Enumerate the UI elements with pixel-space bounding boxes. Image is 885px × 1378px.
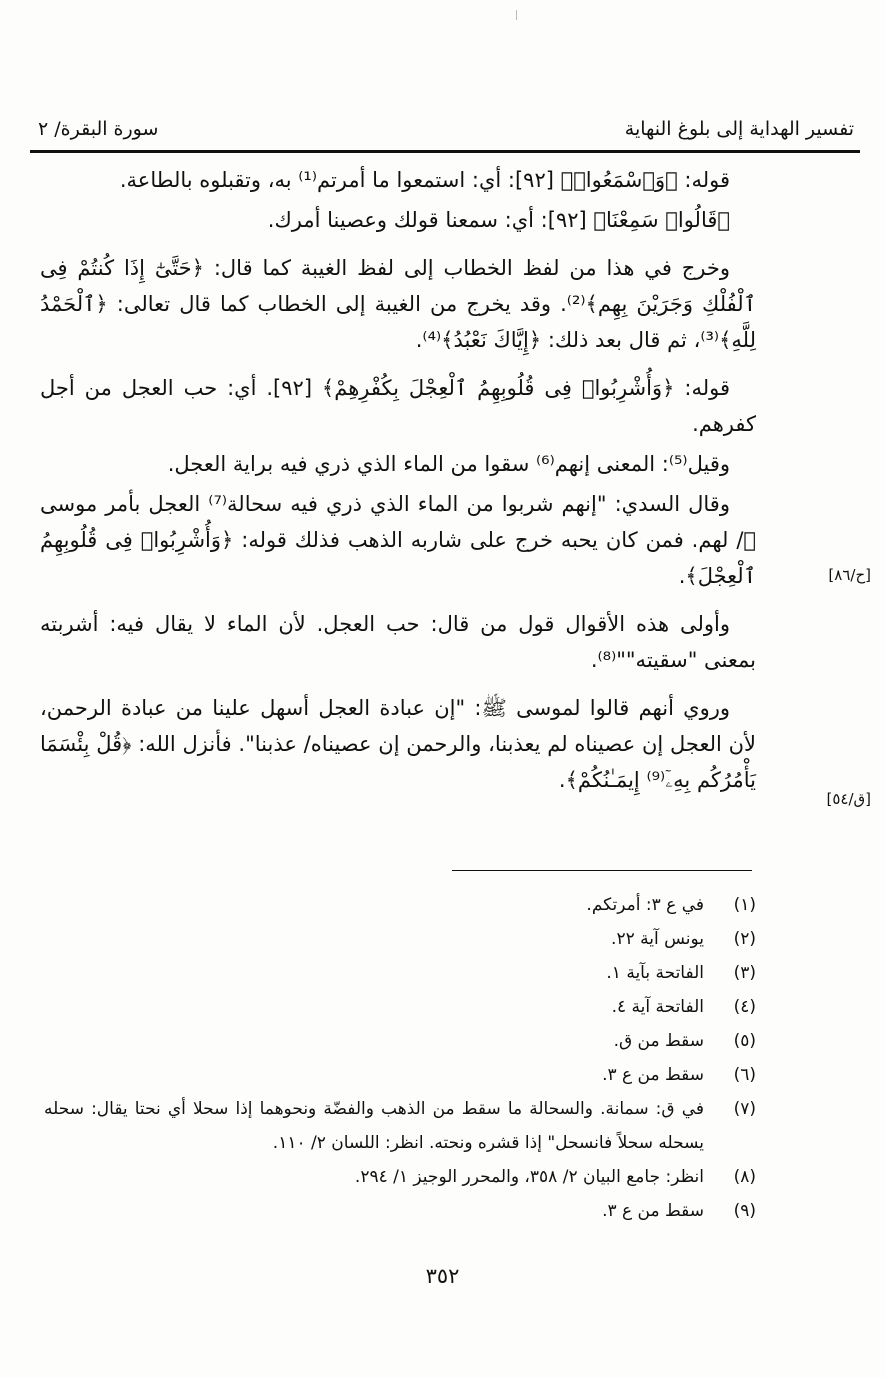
footnote-number: (٨) (733, 1167, 756, 1187)
footnote-text: سقط من ع ٣. (602, 1201, 704, 1221)
scan-mark (516, 10, 525, 20)
footnote-number: (٣) (733, 963, 756, 983)
footnote (44, 1194, 756, 1228)
footnote-text: الفاتحة آية ٤. (611, 997, 704, 1017)
footnote-number: (١) (733, 895, 756, 915)
footnote (44, 1160, 756, 1194)
paragraph-3: وخرج في هذا من لفظ الخطاب إلى لفظ الغيبة كما قال: ﴿حَتَّىٰٓ إِذَا كُنتُمْ فِى ٱلْفُلْكِ وَجَرَيْنَ بِهِم﴾⁽²⁾. وقد يخرج من الغيبة إلى الخطاب كما قال تعالى: ﴿ٱلْحَمْدُ لِلَّهِ﴾⁽³⁾، ثم قال بعد ذلك: ﴿إِيَّاكَ نَعْبُدُ﴾⁽⁴⁾. (40, 256, 756, 352)
footnote-number: (٢) (733, 929, 756, 949)
footnote (44, 888, 756, 922)
paragraph-4: قوله: ﴿وَأُشْرِبُوا۟ فِى قُلُوبِهِمُ ٱلْعِجْلَ بِكُفْرِهِمْ﴾ [٩٢]. أي: حب العجل من أجل كفرهم. (40, 376, 756, 436)
paragraph-2: ﴿قَالُوا۟ سَمِعْنَا﴾ [٩٢]: أي: سمعنا قولك وعصينا أمرك. (267, 208, 730, 232)
footnote (44, 956, 756, 990)
paragraph-6: وقال السدي: "إنهم شربوا من الماء الذي ذري فيه سحالة⁽⁷⁾ العجل بأمر موسى ﷺ/ لهم. فمن كان يحبه خرج على شاربه الذهب فذلك قوله: ﴿وَأُشْرِبُوا۟ فِى قُلُوبِهِمُ ٱلْعِجْلَ﴾. (40, 492, 756, 588)
paragraph-1: قوله: ﴿وَٱسْمَعُوا۟﴾ [٩٢]: أي: استمعوا ما أمرتم⁽¹⁾ به، وتقبلوه بالطاعة. (119, 168, 730, 192)
book-title: تفسير الهداية إلى بلوغ النهاية (624, 118, 854, 140)
footnote (44, 922, 756, 956)
footnote-number: (٧) (733, 1099, 756, 1119)
running-header (30, 114, 860, 153)
paragraph-5: وقيل⁽⁵⁾: المعنى إنهم⁽⁶⁾ سقوا من الماء الذي ذري فيه براية العجل. (167, 452, 730, 476)
main-text (40, 162, 756, 810)
footnotes (44, 888, 756, 1228)
footnote-number: (٥) (733, 1031, 756, 1051)
paragraph-8: وروي أنهم قالوا لموسى ﷺ: "إن عبادة العجل أسهل علينا من عبادة الرحمن، لأن العجل إن عصيناه لم يعذبنا، والرحمن إن عصيناه/ عذبنا". فأنزل الله: ﴿قُلْ بِئْسَمَا يَأْمُرُكُم بِهِۦٓ⁽⁹⁾ إِيمَـٰنُكُمْ﴾. (40, 696, 756, 792)
footnote-number: (٦) (733, 1065, 756, 1085)
footnote-text: انظر: جامع البيان ٢/ ٣٥٨، والمحرر الوجيز ١/ ٢٩٤. (354, 1167, 704, 1187)
margin-note-qaf: [ق/٥٤] (826, 790, 871, 808)
footnote (44, 990, 756, 1024)
footnote-number: (٩) (733, 1201, 756, 1221)
footnote-text: الفاتحة بآية ١. (606, 963, 704, 983)
footnote-text: سقط من ق. (613, 1031, 704, 1051)
footnote-text: في ع ٣: أمرتكم. (586, 895, 704, 915)
page-number: ٣٥٢ (425, 1264, 460, 1288)
footnote (44, 1058, 756, 1092)
surah-title: سورة البقرة/ ٢ (38, 118, 159, 140)
footnote-separator (452, 870, 752, 871)
footnote-text: في ق: سمانة. والسحالة ما سقط من الذهب والفضّة ونحوهما إذا سحلا أي نحتا يقال: سحله يسحله سحلاً فانسحل" إذا قشره ونحته. انظر: اللسان ٢/ ١١٠. (44, 1099, 704, 1153)
footnote-text: سقط من ع ٣. (602, 1065, 704, 1085)
footnote-number: (٤) (733, 997, 756, 1017)
paragraph-7: وأولى هذه الأقوال قول من قال: حب العجل. لأن الماء لا يقال فيه: أشربته بمعنى "سقيته""⁽⁸⁾. (40, 612, 756, 672)
margin-note-ha: [ح/٨٦] (828, 566, 871, 584)
footnote (44, 1092, 756, 1160)
footnote-text: يونس آية ٢٢. (611, 929, 704, 949)
footnote (44, 1024, 756, 1058)
